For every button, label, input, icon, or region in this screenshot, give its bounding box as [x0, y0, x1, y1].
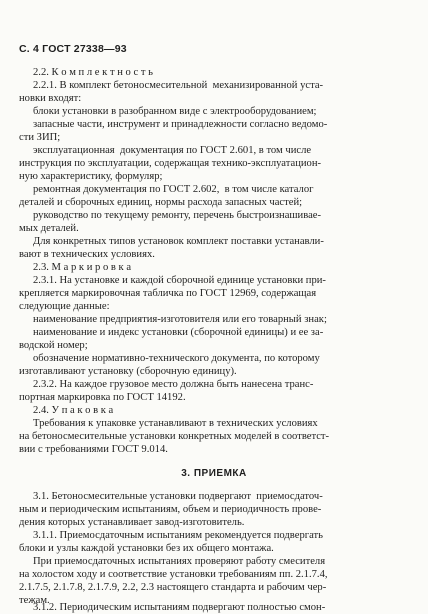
text-line: руководство по текущему ремонту, перечень быстроизнашивае- [33, 210, 322, 221]
text-line: обозначение нормативно-технического документа, по которому [33, 353, 320, 364]
text-line: 3.1.2. Периодическим испытаниям подвергают полностью смон- [33, 602, 326, 613]
text-line: ную характеристику, формуляр; [19, 171, 163, 182]
text-line: инструкция по эксплуатации, содержащая технико-эксплуатацион- [19, 158, 322, 169]
text-line: 3.1.1. Приемосдаточным испытаниям рекомендуется подвергать [33, 530, 323, 541]
text-line: изготавливают установку (сборочную единицу). [19, 366, 237, 377]
subsection-heading-completeness: 2.2. К о м п л е к т н о с т ь [33, 67, 153, 78]
text-line: вают в технических условиях. [19, 249, 155, 260]
text-line: 3.1. Бетоносмесительные установки подвергают приемосдаточ- [33, 491, 323, 502]
text-line: новки входят: [19, 93, 82, 104]
subsection-heading-packaging: 2.4. У п а к о в к а [33, 405, 114, 416]
text-line: ремонтная документация по ГОСТ 2.602, в том числе каталог [33, 184, 314, 195]
text-line: портная маркировка по ГОСТ 14192. [19, 392, 186, 403]
text-line: 2.3.2. На каждое грузовое место должна быть нанесена транс- [33, 379, 314, 390]
text-line: Для конкретных типов установок комплект поставки устанавли- [33, 236, 324, 247]
text-line: ным и периодическим испытаниям, объем и периодичность прове- [19, 504, 322, 515]
text-line: блоки установки в разобранном виде с электрооборудованием; [33, 106, 317, 117]
text-line: запасные части, инструмент и принадлежности согласно ведомо- [33, 119, 328, 130]
text-line: 2.3.1. На установке и каждой сборочной единице установки при- [33, 275, 326, 286]
text-line: деталей и сборочных единиц, нормы расхода запасных частей; [19, 197, 303, 208]
text-line: эксплуатационная документация по ГОСТ 2.601, в том числе [33, 145, 312, 156]
text-line: сти ЗИП; [19, 132, 61, 143]
subsection-heading-marking: 2.3. М а р к и р о в к а [33, 262, 132, 273]
text-line: дения которых устанавливает завод-изготовитель. [19, 517, 245, 528]
page-header: С. 4 ГОСТ 27338—93 [19, 43, 127, 55]
text-line: мых деталей. [19, 223, 79, 234]
text-line: 2.1.7.5, 2.1.7.8, 2.1.7.9, 2.2, 2.3 настоящего стандарта и рабочим чер- [19, 582, 327, 593]
text-line: Требования к упаковке устанавливают в технических условиях [33, 418, 318, 429]
text-line: 2.2.1. В комплект бетоносмесительной механизированной уста- [33, 80, 324, 91]
text-line: на бетоносмесительные установки конкретных моделей в соответст- [19, 431, 330, 442]
text-line: наименование и индекс установки (сборочной единицы) и ее за- [33, 327, 324, 338]
text-line: наименование предприятия-изготовителя или его товарный знак; [33, 314, 327, 325]
text-line: блоки и узлы каждой установки без их общего монтажа. [19, 543, 274, 554]
text-line: следующие данные: [19, 301, 110, 312]
text-line: тежам. [19, 595, 50, 606]
text-line: вии с требованиями ГОСТ 9.014. [19, 444, 168, 455]
text-line: При приемосдаточных испытаниях проверяют работу смесителя [33, 556, 326, 567]
text-line: крепляется маркировочная табличка по ГОСТ 12969, содержащая [19, 288, 317, 299]
text-line: водской номер; [19, 340, 88, 351]
section-title-acceptance: 3. ПРИЕМКА [181, 468, 247, 479]
text-line: на холостом ходу и соответствие установки требованиям пп. 2.1.7.4, [19, 569, 328, 580]
